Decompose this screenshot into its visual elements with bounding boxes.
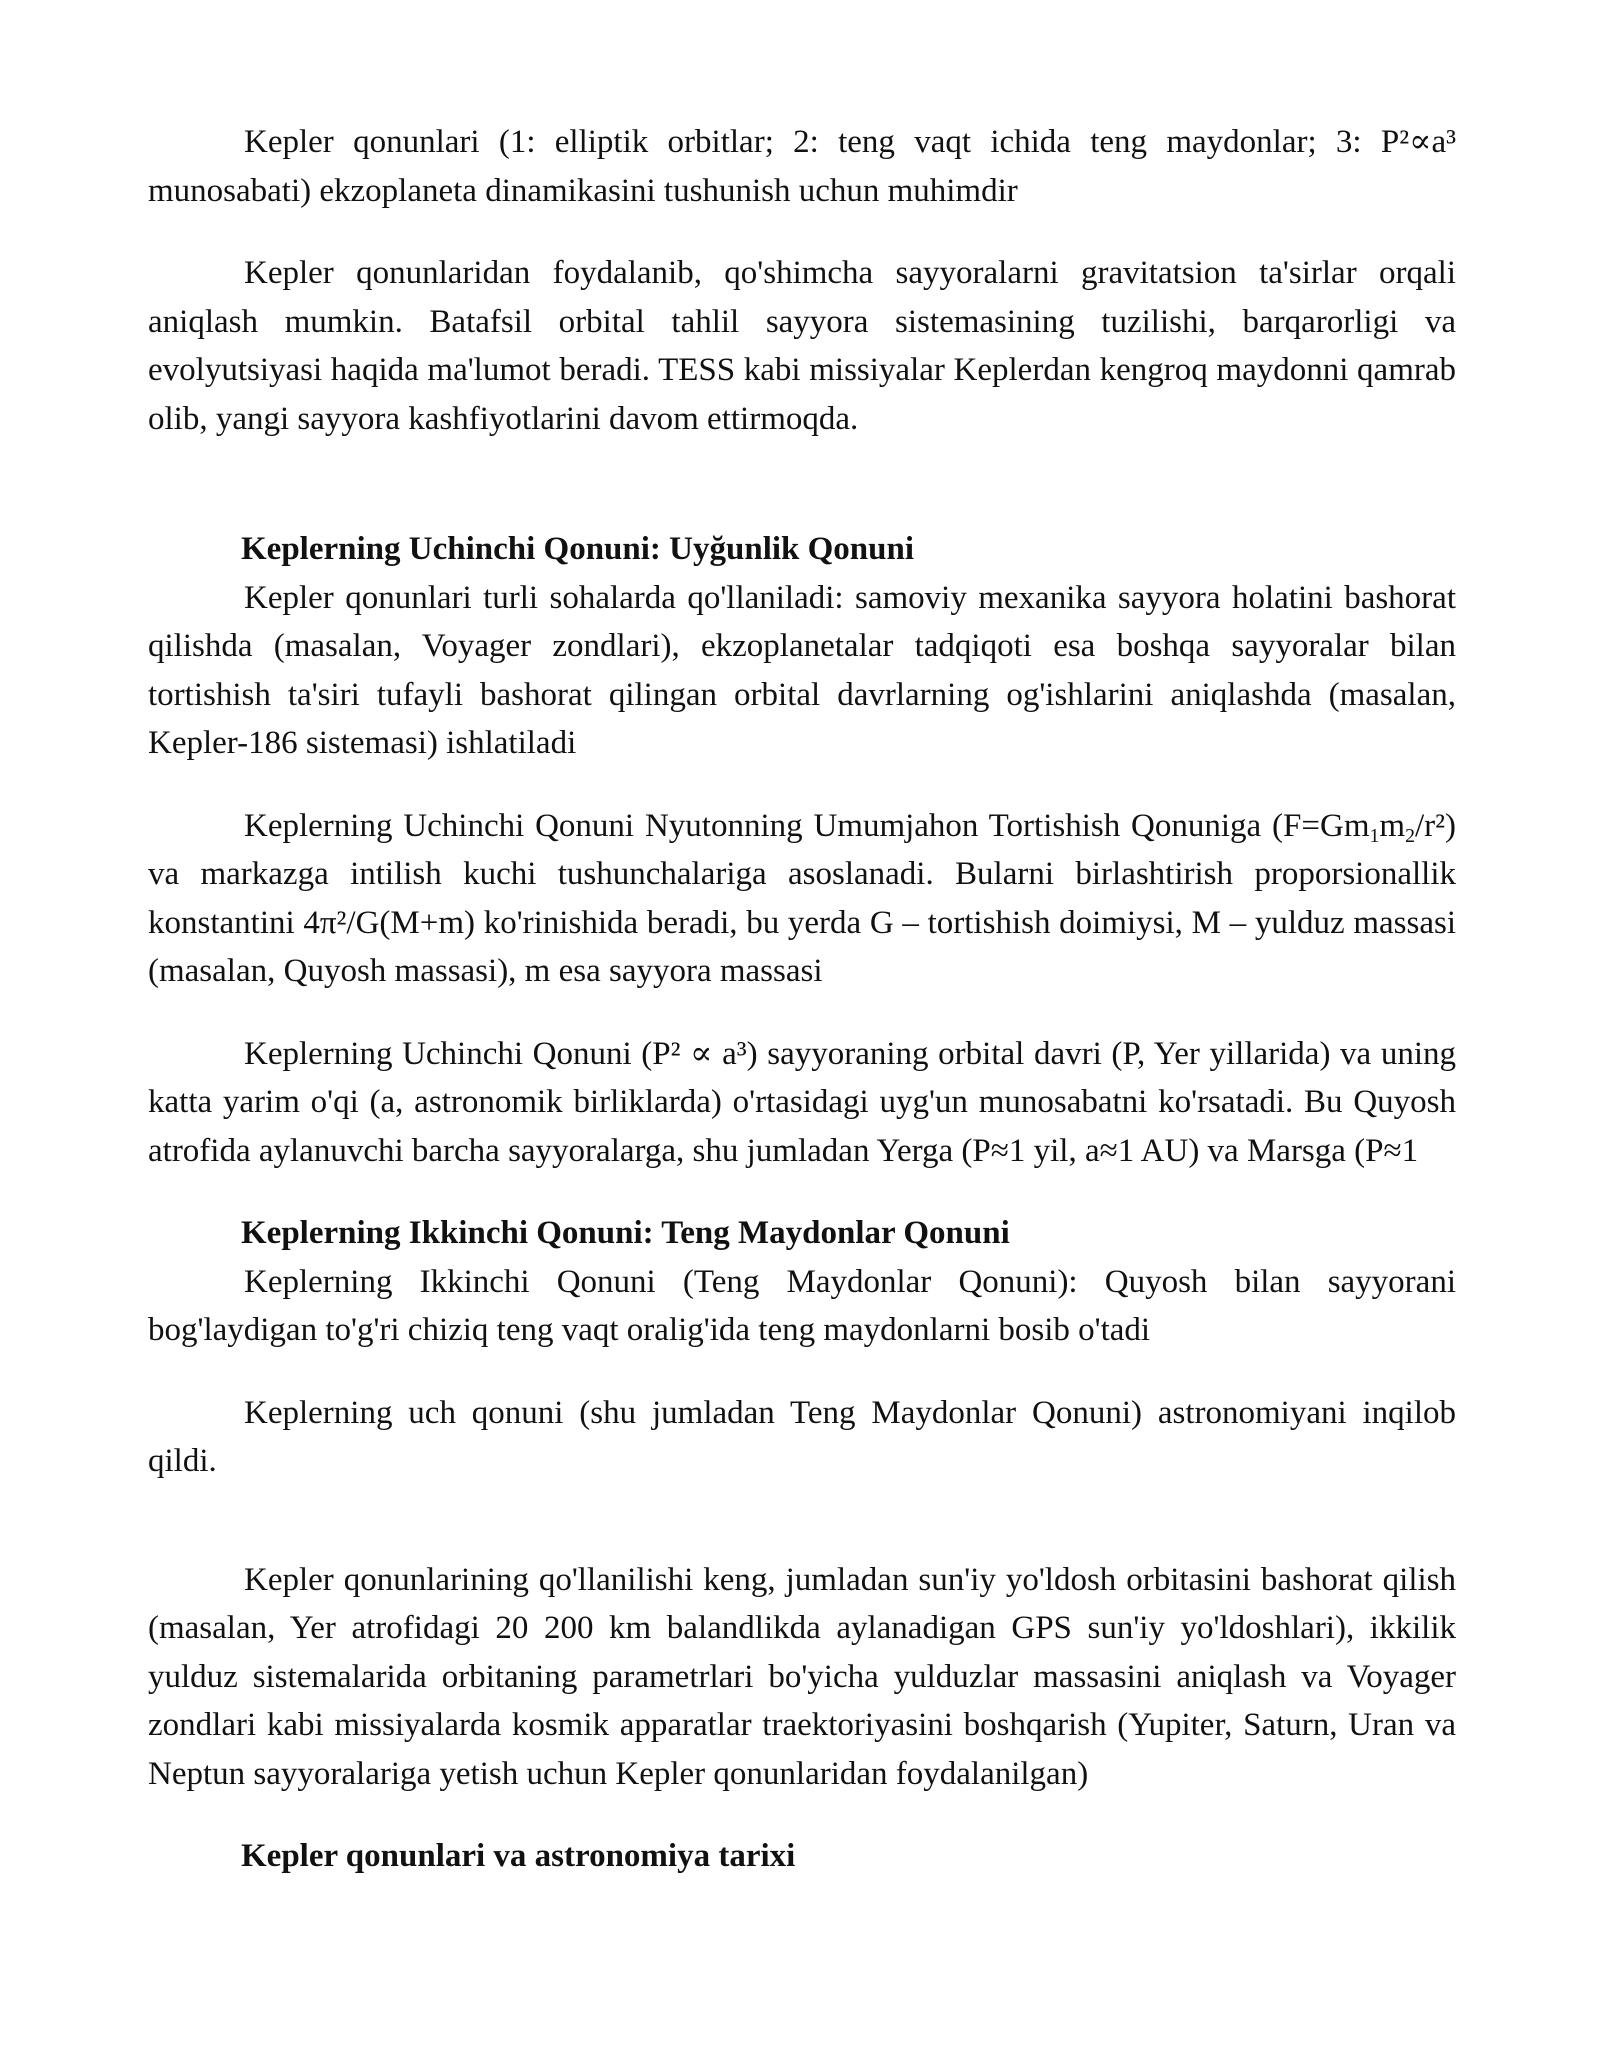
- paragraph-second-law: Keplerning Ikkinchi Qonuni (Teng Maydonlar Qonuni): Quyosh bilan sayyorani bog'laydigan to'g'ri chiziq teng vaqt oralig'ida teng maydonlarni bosib o'tadi: [148, 1263, 1456, 1348]
- subscript-2: 2: [1405, 824, 1415, 847]
- heading-third-law: Keplerning Uchinchi Qonuni: Uyğunlik Qonuni: [241, 531, 915, 567]
- paragraph-wide-applications: Kepler qonunlarining qo'llanilishi keng, jumladan sun'iy yo'ldosh orbitasini bashorat qilish (masalan, Yer atrofidagi 20 200 km balandlikda aylanadigan GPS sun'iy yo'ldoshlari), ikkilik yulduz sistemalarida orbitaning parametrlari bo'yicha yulduzlar massasini aniqlash va Voyager zondlari kabi missiyalarda kosmik apparatlar traektoriyasini boshqarish (Yupiter, Saturn, Uran va Neptun sayyoralariga yetish uchun Kepler qonunlaridan foydalanilgan): [148, 1561, 1456, 1792]
- paragraph-newton-text-b: m: [1379, 807, 1406, 844]
- paragraph-kepler-laws-summary: Kepler qonunlari (1: elliptik orbitlar; 2: teng vaqt ichida teng maydonlar; 3: P²∝a³ munosabati) ekzoplaneta dinamikasini tushunish uchun muhimdir: [148, 124, 1456, 209]
- subscript-1: 1: [1369, 824, 1380, 847]
- paragraph-revolution: Keplerning uch qonuni (shu jumladan Teng Maydonlar Qonuni) astronomiyani inqilob qildi.: [148, 1394, 1456, 1479]
- paragraph-newton-text-c: /r²) va markazga intilish kuchi tushunchalariga asoslanadi. Bularni birlashtirish proporsionallik konstantini 4π²/G(M+m) ko'rinishida beradi, bu yerda G – tortishish doimiysi, M – yulduz massasi (masalan, Quyosh massasi), m esa sayyora massasi: [148, 807, 1456, 989]
- paragraph-third-law-relation: Keplerning Uchinchi Qonuni (P² ∝ a³) sayyoraning orbital davri (P, Yer yillarida) va uning katta yarim o'qi (a, astronomik birliklarda) o'rtasidagi uyg'un munosabatni ko'rsatadi. Bu Quyosh atrofida aylanuvchi barcha sayyoralarga, shu jumladan Yerga (P≈1 yil, a≈1 AU) va Marsga (P≈1: [148, 1035, 1456, 1169]
- paragraph-newton-basis: [148, 802, 1456, 996]
- document-page: [148, 118, 1456, 1881]
- heading-second-law: Keplerning Ikkinchi Qonuni: Teng Maydonlar Qonuni: [241, 1215, 1010, 1251]
- heading-history: Kepler qonunlari va astronomiya tarixi: [241, 1838, 796, 1874]
- paragraph-newton-text-a: Keplerning Uchinchi Qonuni Nyutonning Umumjahon Tortishish Qonuniga (F=Gm: [244, 807, 1370, 844]
- paragraph-applications: Kepler qonunlari turli sohalarda qo'llaniladi: samoviy mexanika sayyora holatini bashorat qilishda (masalan, Voyager zondlari), ekzoplanetalar tadqiqoti esa boshqa sayyoralar bilan tortishish ta'siri tufayli bashorat qilingan orbital davrlarning og'ishlarini aniqlashda (masalan, Kepler-186 sistemasi) ishlatiladi: [148, 579, 1456, 761]
- paragraph-additional-planets: Kepler qonunlaridan foydalanib, qo'shimcha sayyoralarni gravitatsion ta'sirlar orqali aniqlash mumkin. Batafsil orbital tahlil sayyora sistemasining tuzilishi, barqarorligi va evolyutsiyasi haqida ma'lumot beradi. TESS kabi missiyalar Keplerdan kengroq maydonni qamrab olib, yangi sayyora kashfiyotlarini davom ettirmoqda.: [148, 255, 1456, 437]
